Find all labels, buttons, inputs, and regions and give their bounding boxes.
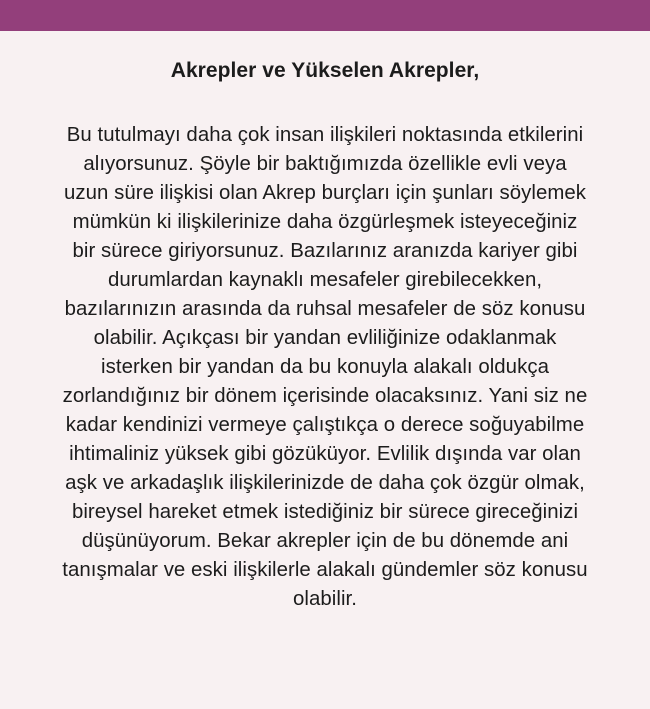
paragraph-line: aşk ve arkadaşlık ilişkilerinizde de daha çok özgür olmak, — [65, 472, 585, 494]
paragraph-line: bazılarınızın arasında da ruhsal mesafeler de söz konusu — [64, 298, 586, 320]
paragraph-line: durumlardan kaynaklı mesafeler girebilecekken, — [107, 269, 543, 291]
paragraph-line: olabilir. Açıkçası bir yandan evliliğinize odaklanmak — [93, 327, 557, 349]
article-content — [0, 31, 650, 709]
top-color-band — [0, 0, 650, 31]
paragraph-line: tanışmalar ve eski ilişkilerle alakalı gündemler söz konusu — [62, 559, 588, 581]
paragraph-line: Bu tutulmayı daha çok insan ilişkileri noktasında etkilerini — [66, 124, 584, 146]
paragraph-line: bireysel hareket etmek istediğiniz bir sürece gireceğinizi — [71, 501, 579, 523]
paragraph-line: alıyorsunuz. Şöyle bir baktığımızda özellikle evli veya — [83, 153, 567, 175]
paragraph-line: isterken bir yandan da bu konuyla alakalı oldukça — [101, 356, 549, 378]
paragraph-line: düşünüyorum. Bekar akrepler için de bu dönemde ani — [81, 530, 569, 552]
paragraph-line: kadar kendinizi vermeye çalıştıkça o derece soğuyabilme — [65, 414, 585, 436]
paragraph-line: mümkün ki ilişkilerinize daha özgürleşmek isteyeceğiniz — [72, 211, 578, 233]
paragraph-line: zorlandığınız bir dönem içerisinde olacaksınız. Yani siz ne — [62, 385, 588, 407]
paragraph-line: uzun süre ilişkisi olan Akrep burçları için şunları söylemek — [63, 182, 587, 204]
paragraph-line: bir sürece giriyorsunuz. Bazılarınız aranızda kariyer gibi — [72, 240, 578, 262]
section-heading: Akrepler ve Yükselen Akrepler, — [170, 59, 480, 82]
paragraph-line: ihtimaliniz yüksek gibi gözüküyor. Evlilik dışında var olan — [69, 443, 581, 465]
article-paragraph — [12, 121, 638, 614]
paragraph-line: olabilir. — [293, 588, 357, 610]
